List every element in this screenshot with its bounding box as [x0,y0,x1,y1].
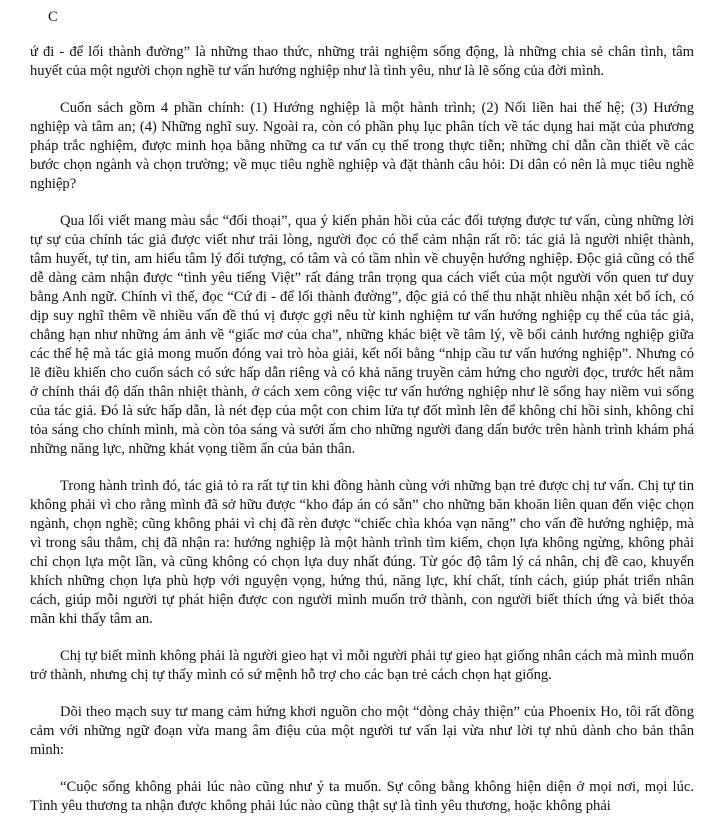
drop-cap-letter: C [48,9,58,25]
paragraph-seed: Chị tự biết mình không phải là người gieo hạt vì mỗi người phải tự gieo hạt giống nhân cách mà mình muốn trở thành, nhưng chị tự thấy mình có sứ mệnh hỗ trợ cho các bạn trẻ cách chọn hạt giống. [30,648,694,683]
paragraph-reflection: Dõi theo mạch suy tư mang cảm hứng khơi nguồn cho một “dòng chảy thiện” của Phoenix Ho, tôi rất đồng cảm với những ngữ đoạn vừa mang âm điệu của một người tư vấn lại vừa như lời tự nhủ dành cho bản thân mình: [30,704,694,758]
paragraph-intro: ứ đi - để lối thành đường” là những thao thức, những trải nghiệm sống động, là những chia sẻ chân tình, tâm huyết của một người chọn nghề tư vấn hướng nghiệp như là tình yêu, như là lẽ sống của đời mình. [30,44,694,79]
paragraph-journey: Trong hành trình đó, tác giả tỏ ra rất tự tin khi đồng hành cùng với những bạn trẻ được chị tư vấn. Chị tự tin không phải vì cho rằng mình đã sở hữu được “kho đáp án có sẵn” cho những băn khoăn liên quan đến việc chọn ngành, chọn nghề; cũng không phải vì chị đã rèn được “chiếc chìa khóa vạn năng” cho vấn đề hướng nghiệp, mà vì trong sâu thẳm, chị đã nhận ra: hướng nghiệp là một hành trình tìm kiếm, chọn lựa không ngừng, không phải chỉ chọn lựa một lần, và cũng không có chọn lựa duy nhất đúng. Từ góc độ tâm lý cá nhân, chị đề cao, khuyến khích những chọn lựa phù hợp với nguyện vọng, hứng thú, năng lực, khí chất, tính cách, giúp phát triển nhân cách, giúp mỗi người tự phát hiện được con người mình muốn trở thành, con người biết thích ứng và biết thỏa mãn khi thấy tâm an. [30,478,694,627]
paragraph-book-structure: Cuốn sách gồm 4 phần chính: (1) Hướng nghiệp là một hành trình; (2) Nối liền hai thế hệ; (3) Hướng nghiệp và tâm an; (4) Những nghĩ suy. Ngoài ra, còn có phần phụ lục phân tích về tác dụng hai mặt của phương pháp trắc nghiệm, được minh họa bằng những ca tư vấn cụ thể trong thực tiễn; những chỉ dẫn cần thiết về các bước chọn ngành và chọn trường; về mục tiêu nghề nghiệp và đặt thành câu hỏi: Di dân có nên là mục tiêu nghề nghiệp? [30,100,694,192]
paragraph-writing-style: Qua lối viết mang màu sắc “đối thoại”, qua ý kiến phản hồi của các đối tượng được tư vấn, cùng những lời tự sự của chính tác giả được viết như trải lòng, người đọc có thể cảm nhận rất rõ: tác giả là người nhiệt thành, tâm huyết, tự tin, am hiểu tâm lý đối tượng, có tâm và có tầm nhìn về chuyện hướng nghiệp. Độc giả cũng có thể dễ dàng cảm nhận được “tình yêu tiếng Việt” rất đáng trân trọng qua cách viết của một người vốn quen tư duy bằng Anh ngữ. Chính vì thế, đọc “Cứ đi - để lối thành đường”, độc giả có thể thu nhặt nhiều nhận xét bổ ích, có dịp suy nghĩ thêm về nhiều vấn đề thú vị được gợi nêu từ kinh nghiệm tư vấn hướng nghiệp cụ thể của tác giả, chẳng hạn như những ám ảnh về “giấc mơ của cha”, những khác biệt về tâm lý, về bối cảnh hướng nghiệp giữa các thế hệ mà tác giả mong muốn đóng vai trò hòa giải, kết nối bằng “nhịp cầu tư vấn hướng nghiệp”. Nhưng có lẽ điều khiến cho cuốn sách có sức hấp dẫn riêng và có khả năng truyền cảm hứng cho người đọc, trước hết nằm ở chính thái độ dấn thân nhiệt thành, ở cách xem công việc tư vấn hướng nghiệp như lẽ sống hay niềm vui sống của tác giả. Đó là sức hấp dẫn, là nét đẹp của một con chim lửa tự đốt mình lên để không chỉ hồi sinh, không chỉ tỏa sáng cho chính mình, mà còn tỏa sáng và sưởi ấm cho những người đang dấn bước trên hành trình khám phá những năng lực, những khát vọng tiềm ẩn của bản thân. [30,213,694,457]
paragraph-quote: “Cuộc sống không phải lúc nào cũng như ý ta muốn. Sự công bằng không hiện diện ở mọi nơi, mọi lúc. Tình yêu thương ta nhận được không phải lúc nào cũng thật sự là tình yêu thương, hoặc không phải [30,779,694,814]
